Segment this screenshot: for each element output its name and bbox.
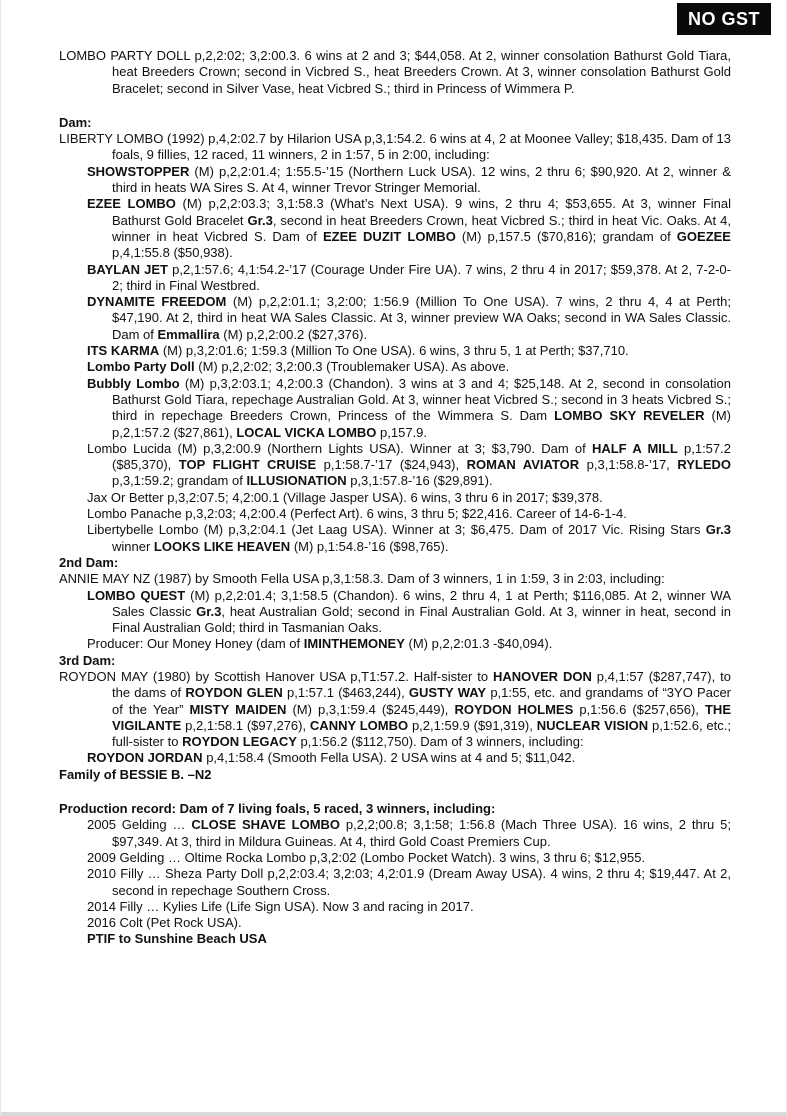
foal-2005-close-shave-lombo-entry: 2005 Gelding … CLOSE SHAVE LOMBO p,2,2;00.8; 3,1:58; 1:56.8 (Mach Three USA). 16 wins, 2 thru 5; $97,349. At 3, third in Mildura Guineas. At 4, third Gold Coast Premiers Cup. <box>87 817 731 849</box>
progeny-lombo-party-doll-entry: Lombo Party Doll (M) p,2,2:02; 3,2:00.3 (Troublemaker USA). As above. <box>87 359 510 375</box>
progeny-its-karma-entry: ITS KARMA (M) p,3,2:01.6; 1:59.3 (Million To One USA). 6 wins, 3 thru 5, 1 at Perth; $37,710. <box>87 343 629 359</box>
lot-intro-paragraph: LOMBO PARTY DOLL p,2,2:02; 3,2:00.3. 6 wins at 2 and 3; $44,058. At 2, winner consolation Bathurst Gold Tiara, heat Breeders Crown; second in Vicbred S., heat Breeders Crown. At 3, winner consolation Bathurst Gold Bracelet; second in Silver Vase, heat Vicbred S.; third in Princess of Wimmera P. <box>59 48 731 96</box>
no-gst-badge <box>677 3 771 35</box>
second-dam-annie-may-entry: ANNIE MAY NZ (1987) by Smooth Fella USA p,3,1:58.3. Dam of 3 winners, 1 in 1:59, 3 in 2:03, including: <box>59 571 665 587</box>
progeny-ezee-lombo-entry: EZEE LOMBO (M) p,2,2:03.3; 3,1:58.3 (What’s Next USA). 9 wins, 2 thru 4; $53,655. At 3, winner Final Bathurst Gold Bracelet Gr.3, second in heat Breeders Crown, heat Vicbred S.; third in heat Vic. Oaks. At 4, winner in heat Vicbred S. Dam of EZEE DUZIT LOMBO (M) p,157.5 ($70,816); grandam of GOEZEE p,4,1:55.8 ($50,938). <box>87 196 732 261</box>
progeny-libertybelle-lombo-entry: Libertybelle Lombo (M) p,3,2:04.1 (Jet Laag USA). Winner at 3; $6,475. Dam of 2017 Vic. Rising Stars Gr.3 winner LOOKS LIKE HEAVEN (M) p,1:54.8-’16 ($98,765). <box>87 522 731 554</box>
dam-liberty-lombo-entry: LIBERTY LOMBO (1992) p,4,2:02.7 by Hilarion USA p,3,1:54.2. 6 wins at 4, 2 at Moonee Valley; $18,435. Dam of 13 foals, 9 fillies, 12 raced, 11 winners, 2 in 1:57, 5 in 2:00, including: <box>59 131 731 163</box>
foal-2014-kylies-life-entry: 2014 Filly … Kylies Life (Life Sign USA). Now 3 and racing in 2017. <box>87 898 474 914</box>
progeny-lombo-quest-entry: LOMBO QUEST (M) p,2,2:01.4; 3,1:58.5 (Chandon). 6 wins, 2 thru 4, 1 at Perth; $116,085. At 2, winner WA Sales Classic Gr.3, heat Australian Gold; second in Final Australian Gold. At 3, winner in heat, second in Final Australian Gold; third in Tasmanian Oaks. <box>87 587 732 636</box>
foal-2016-colt-entry: 2016 Colt (Pet Rock USA). <box>87 915 242 931</box>
foal-2010-sheza-party-doll-entry: 2010 Filly … Sheza Party Doll p,2,2:03.4; 3,2:03; 4,2:01.9 (Dream Away USA). 4 wins, 2 thru 4; $19,447. At 2, second in repechage Southern Cross. <box>87 866 731 898</box>
page-bottom-edge <box>1 1112 787 1116</box>
progeny-jax-or-better-entry: Jax Or Better p,3,2:07.5; 4,2:00.1 (Village Jasper USA). 6 wins, 3 thru 6 in 2017; $39,378. <box>87 489 603 505</box>
progeny-baylan-jet-entry: BAYLAN JET p,2,1:57.6; 4,1:54.2-’17 (Courage Under Fire UA). 7 wins, 2 thru 4 in 2017; $59,378. At 2, 7-2-0-2; third in Final Westbred. <box>87 261 731 293</box>
no-gst-label: NO GST <box>687 8 760 29</box>
second-dam-heading: 2nd Dam: <box>59 554 119 570</box>
family-line: Family of BESSIE B. –N2 <box>59 766 212 782</box>
progeny-dynamite-freedom-entry: DYNAMITE FREEDOM (M) p,2,2:01.1; 3,2:00; 1:56.9 (Million To One USA). 7 wins, 2 thru 4, 4 at Perth; $47,190. At 2, third in heat WA Sales Classic. At 3, winner preview WA Oaks; second in WA Sales Classic. Dam of Emmallira (M) p,2,2:00.2 ($27,376). <box>87 294 732 342</box>
third-dam-heading: 3rd Dam: <box>59 652 116 668</box>
foal-2009-oltime-rocka-lombo-entry: 2009 Gelding … Oltime Rocka Lombo p,3,2:02 (Lombo Pocket Watch). 3 wins, 3 thru 6; $12,955. <box>87 849 646 865</box>
pedigree-text-block <box>1 48 787 948</box>
dam-heading: Dam: <box>59 114 92 130</box>
progeny-bubbly-lombo-entry: Bubbly Lombo (M) p,3,2:03.1; 4,2:00.3 (Chandon). 3 wins at 3 and 4; $25,148. At 2, second in consolation Bathurst Gold Tiara, repechage Australian Gold. At 3, winner heat Vicbred S.; second in 3 heats Vicbred S.; third in repechage Breeders Crown, Princess of the Wimmera S. Dam LOMBO SKY REVELER (M) p,2,1:57.2 ($27,861), LOCAL VICKA LOMBO p,157.9. <box>87 375 731 440</box>
progeny-lombo-panache-entry: Lombo Panache p,3,2:03; 4,2:00.4 (Perfect Art). 6 wins, 3 thru 5; $22,416. Career of 14-6-1-4. <box>87 506 627 522</box>
progeny-roydon-jordan-entry: ROYDON JORDAN p,4,1:58.4 (Smooth Fella USA). 2 USA wins at 4 and 5; $11,042. <box>87 750 576 766</box>
progeny-lombo-lucida-entry: Lombo Lucida (M) p,3,2:00.9 (Northern Lights USA). Winner at 3; $3,790. Dam of HALF A MILL p,1:57.2 ($85,370), TOP FLIGHT CRUISE p,1:58.7-’17 ($24,943), ROMAN AVIATOR p,3,1:58.8-’17, RYLEDO p,3,1:59.2; grandam of ILLUSIONATION p,3,1:57.8-’16 ($29,891). <box>87 440 732 489</box>
production-record-heading: Production record: Dam of 7 living foals, 5 raced, 3 winners, including: <box>59 801 496 817</box>
producer-line: Producer: Our Money Honey (dam of IMINTHEMONEY (M) p,2,2:01.3 -$40,094). <box>87 636 553 652</box>
third-dam-roydon-may-entry: ROYDON MAY (1980) by Scottish Hanover USA p,T1:57.2. Half-sister to HANOVER DON p,4,1:57 ($287,747), to the dams of ROYDON GLEN p,1:57.1 ($463,244), GUSTY WAY p,1:55, etc. and grandams of “3YO Pacer of the Year” MISTY MAIDEN (M) p,3,1:59.4 ($245,449), ROYDON HOLMES p,1:56.6 ($257,656), THE VIGILANTE p,2,1:58.1 ($97,276), CANNY LOMBO p,2,1:59.9 ($91,319), NUCLEAR VISION p,1:52.6, etc.; full-sister to ROYDON LEGACY p,1:56.2 ($112,750). Dam of 3 winners, including: <box>59 668 732 750</box>
ptif-line: PTIF to Sunshine Beach USA <box>87 931 267 947</box>
progeny-showstopper-entry: SHOWSTOPPER (M) p,2,2:01.4; 1:55.5-’15 (Northern Luck USA). 12 wins, 2 thru 6; $90,920. At 2, winner & third in heats WA Sires S. At 4, winner Trevor Stringer Memorial. <box>87 163 731 196</box>
